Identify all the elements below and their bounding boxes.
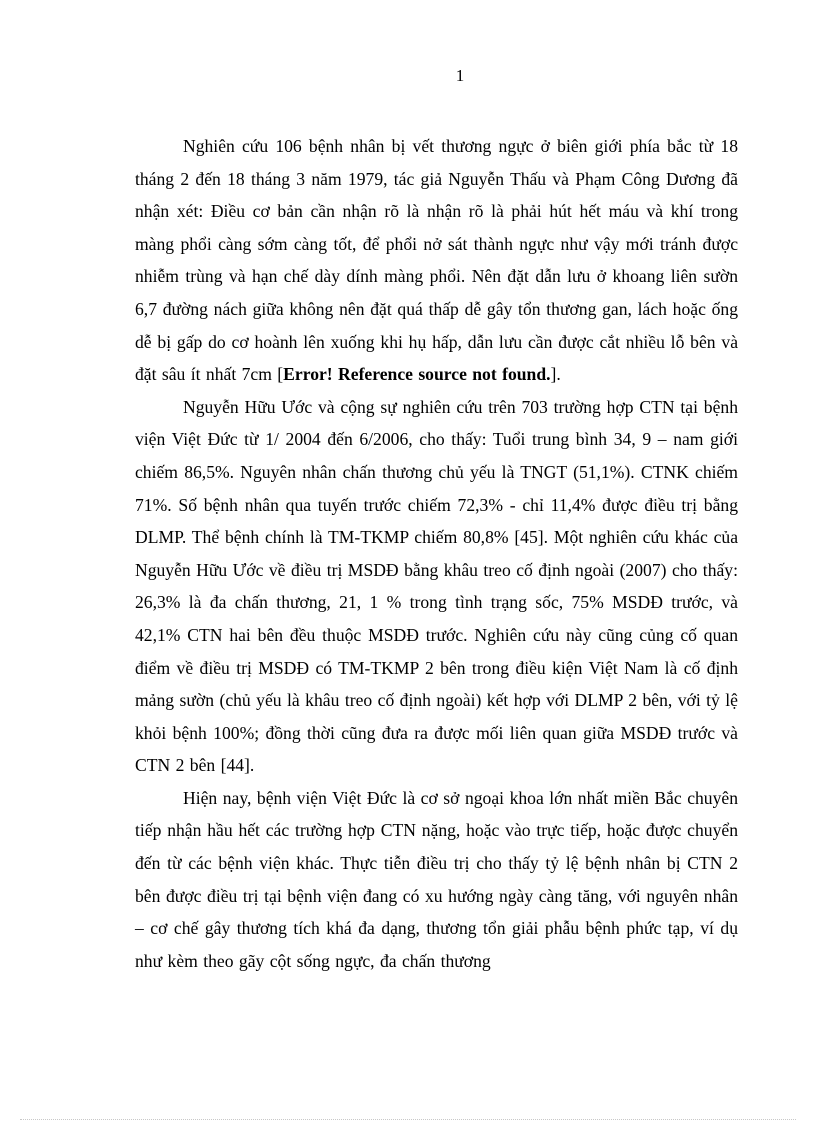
page-number: 1 xyxy=(455,66,465,85)
paragraph-2: Nguyễn Hữu Ước và cộng sự nghiên cứu trên 703 trường hợp CTN tại bệnh viện Việt Đức từ 1/ 2004 đến 6/2006, cho thấy: Tuổi trung bình 34, 9 – nam giới chiếm 86,5%. Nguyên nhân chấn thương chủ yếu là TNGT (51,1%). CTNK chiếm 71%. Số bệnh nhân qua tuyến trước chiếm 72,3% - chỉ 11,4% được điều trị bằng DLMP. Thể bệnh chính là TM-TKMP chiếm 80,8% [45]. Một nghiên cứu khác của Nguyễn Hữu Ước về điều trị MSDĐ bằng khâu treo cố định ngoài (2007) cho thấy: 26,3% là đa chấn thương, 21, 1 % trong tình trạng sốc, 75% MSDĐ trước, và 42,1% CTN hai bên đều thuộc MSDĐ trước. Nghiên cứu này cũng củng cố quan điểm về điều trị MSDĐ có TM-TKMP 2 bên trong điều kiện Việt Nam là cố định mảng sườn (chủ yếu là khâu treo cố định ngoài) kết hợp với DLMP 2 bên, với tỷ lệ khỏi bệnh 100%; đồng thời cũng đưa ra được mối liên quan giữa MSDĐ trước và CTN 2 bên [44]. xyxy=(135,396,738,776)
reference-error-text: Error! Reference source not found. xyxy=(283,364,551,385)
page-bottom-divider xyxy=(20,1119,796,1120)
paragraph-1-text: Nghiên cứu 106 bệnh nhân bị vết thương ngực ở biên giới phía bắc từ 18 tháng 2 đến 18 tháng 3 năm 1979, tác giả Nguyễn Thấu và Phạm Công Dương đã nhận xét: Điều cơ bản cần nhận rõ là nhận rõ là phải hút hết máu và khí trong màng phổi càng sớm càng tốt, để phổi nở sát thành ngực như vậy mới tránh được nhiễm trùng và hạn chế dày dính màng phổi. Nên đặt dẫn lưu ở khoang liên sườn 6,7 đường nách giữa không nên đặt quá thấp dễ gây tổn thương gan, lách hoặc ống dễ bị gấp do cơ hoành lên xuống khi hụ hấp, dẫn lưu cần được cắt nhiều lỗ bên và đặt sâu ít nhất 7cm [ xyxy=(135,136,738,385)
body-text xyxy=(135,130,738,977)
paragraph-1 xyxy=(135,130,738,391)
paragraph-1-closing: ]. xyxy=(550,364,561,385)
paragraph-3: Hiện nay, bệnh viện Việt Đức là cơ sở ngoại khoa lớn nhất miền Bắc chuyên tiếp nhận hầu hết các trường hợp CTN nặng, hoặc vào trực tiếp, hoặc được chuyển đến từ các bệnh viện khác. Thực tiễn điều trị cho thấy tỷ lệ bệnh nhân bị CTN 2 bên được điều trị tại bệnh viện đang có xu hướng ngày càng tăng, với nguyên nhân – cơ chế gây thương tích khá đa dạng, thương tổn giải phẫu bệnh phức tạp, ví dụ như kèm theo gãy cột sống ngực, đa chấn thương xyxy=(135,787,738,971)
